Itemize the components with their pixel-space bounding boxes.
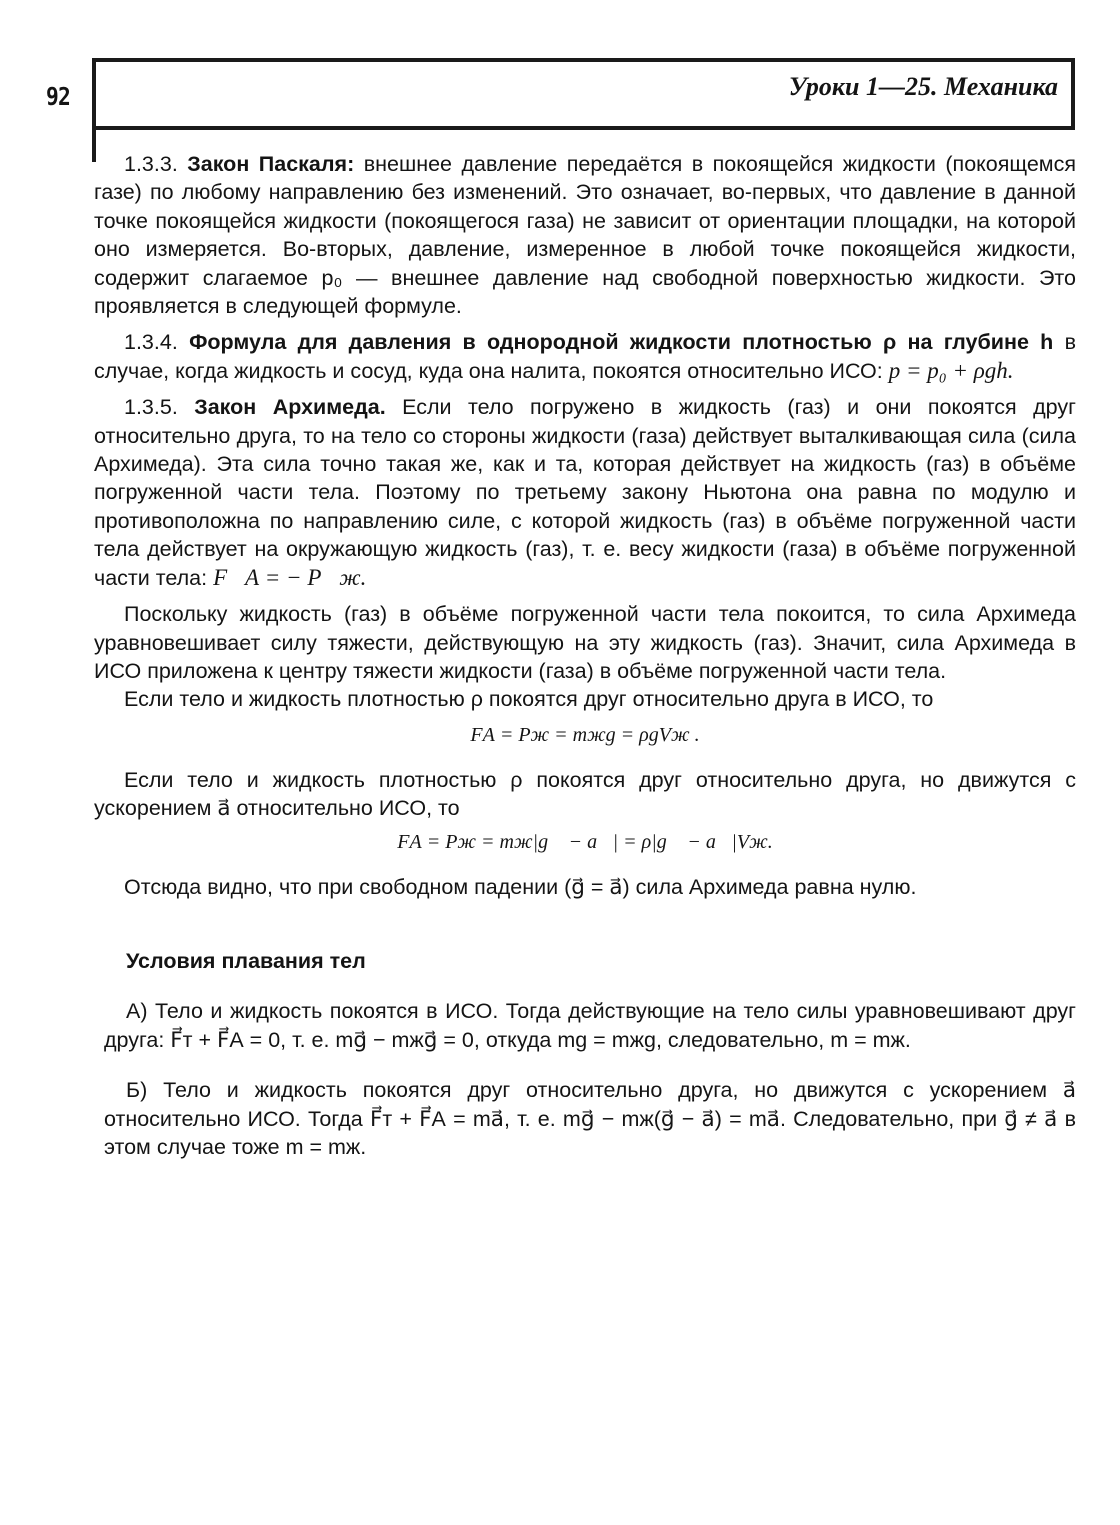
display-formula-accelerated: FА = Pж = mж|g⃗ − a⃗| = ρ|g⃗ − a⃗|Vж. (397, 830, 773, 853)
paragraph-accelerated-case: Если тело и жидкость плотностью ρ покоятся друг относительно друга, но движутся с ускорением a⃗ относительно ИСО, то (94, 767, 1076, 821)
inline-formula-pressure: p = p₀ + ρgh. (888, 357, 1014, 383)
paragraph-text: в случае, когда жидкость и сосуд, куда она налита, покоятся относительно ИСО: (94, 330, 1076, 383)
display-formula-rest: FА = Pж = mжg = ρgVж . (470, 723, 700, 746)
term-pressure-formula: Формула для давления в однородной жидкости плотностью ρ на глубине h (189, 330, 1054, 355)
page-number: 92 (46, 82, 70, 111)
paragraph-archimedes-law (94, 393, 1076, 592)
paragraph-pressure-formula (94, 328, 1076, 385)
section-number: 1.3.3. (124, 152, 178, 176)
paragraph-rest-case: Если тело и жидкость плотностью ρ покоятся друг относительно друга в ИСО, то (124, 687, 934, 712)
paragraph-text: Если тело погружено в жидкость (газ) и они покоятся друг относительно друга, то на тело со стороны жидкости (газа) действует выталкивающая сила (сила Архимеда). Эта сила точно такая же, как и та, которая действует на жидкость (газ) в объёме погруженной части тела. Поэтому по третьему закону Ньютона она равна по модулю и противоположна по направлению силе, с которой жидкость (газ) в объёме погруженной части тела действует на окружающую жидкость (газ), т. е. весу жидкости (газа) в объёме погруженной части тела: (94, 395, 1076, 590)
page-body (94, 150, 1076, 1161)
inline-formula-archimedes-force: F⃗А = − P⃗ж. (213, 564, 367, 590)
term-pascal-law: Закон Паскаля: (187, 152, 355, 176)
running-header-title: Уроки 1—25. Механика (788, 72, 1058, 101)
paragraph-free-fall: Отсюда видно, что при свободном падении (g⃗ = a⃗) сила Архимеда равна нулю. (124, 874, 917, 899)
section-number: 1.3.4. (124, 330, 178, 355)
header-rule (92, 126, 1075, 130)
paragraph-text: внешнее давление передаётся в покоящейся жидкости (покоящемся газе) по любому направлению без изменений. Это означает, во-первых, что давление в данной точке покоящейся жидкости (покоящегося газа) не зависит от ориентации площадки, на которой оно измеряется. Во-вторых, давление, измеренное в любой точке покоящейся жидкости, содержит слагаемое p₀ — внешнее давление над свободной поверхностью жидкости. Это проявляется в следующей формуле. (94, 152, 1076, 319)
condition-b: Б) Тело и жидкость покоятся друг относительно друга, но движутся с ускорением a⃗ относительно ИСО. Тогда F⃗т + F⃗А = ma⃗, т. е. mg⃗ − mж(g⃗ − a⃗) = ma⃗. Следовательно, при g⃗ ≠ a⃗ в этом случае тоже m = mж. (104, 1078, 1076, 1159)
condition-a: А) Тело и жидкость покоятся в ИСО. Тогда действующие на тело силы уравновешивают друг друга: F⃗т + F⃗А = 0, т. е. mg⃗ − mжg⃗ = 0, откуда mg = mжg, следовательно, m = mж. (104, 999, 1076, 1052)
paragraph-equilibrium: Поскольку жидкость (газ) в объёме погруженной части тела покоится, то сила Архимеда уравновешивает силу тяжести, действующую на эту жидкость (газ). Значит, сила Архимеда в ИСО приложена к центру тяжести жидкости (газа) в объёме погруженной части тела. (94, 602, 1076, 683)
paragraph-pascal-law (94, 150, 1076, 320)
section-heading: Условия плавания тел (126, 948, 366, 973)
term-archimedes-law: Закон Архимеда. (194, 395, 386, 420)
section-number: 1.3.5. (124, 395, 178, 420)
